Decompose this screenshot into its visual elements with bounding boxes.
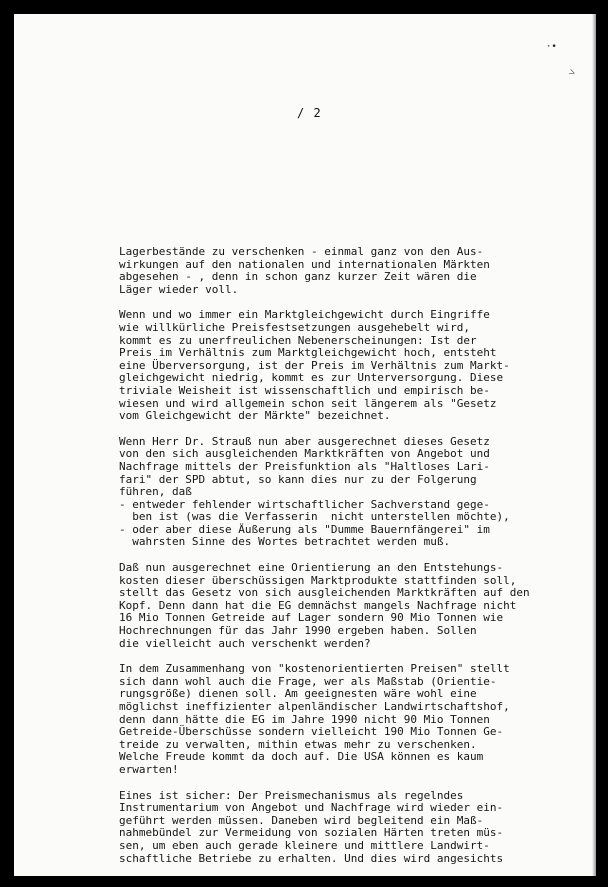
text-line: wie willkürliche Preisfestsetzungen ausgehebelt wird, — [119, 320, 470, 334]
text-line: wiesen und wird allgemein schon seit längerem als "Gesetz — [119, 396, 497, 410]
text-line: nahmebündel zur Vermeidung von sozialen Härten treten müs- — [119, 826, 504, 840]
text-line: Wenn und wo immer ein Marktgleichgewicht durch Eingriffe — [119, 308, 490, 322]
text-line: denn dann hätte die EG im Jahre 1990 nicht 90 Mio Tonnen — [119, 712, 490, 726]
paragraph — [119, 663, 554, 776]
text-line: Getreide-Überschüsse sondern vielleicht 190 Mio Tonnen Ge- — [119, 725, 504, 739]
text-line: wirkungen auf den nationalen und internationalen Märkten — [119, 257, 490, 271]
text-line: - entweder fehlender wirtschaftlicher Sachverstand gege- — [119, 497, 490, 511]
text-line: Kopf. Denn dann hat die EG demnächst mangels Nachfrage nicht — [119, 598, 517, 612]
text-line: gleichgewicht niedrig, kommt es zur Unterversorgung. Diese — [119, 371, 504, 385]
text-line: von den sich ausgleichenden Marktkräften von Angebot und — [119, 447, 490, 461]
text-line: die vielleicht auch verschenkt werden? — [119, 636, 371, 650]
text-line: - oder aber diese Äußerung als "Dumme Bauernfängerei" im — [119, 522, 490, 536]
text-line: schaftliche Betriebe zu erhalten. Und dies wird angesichts — [119, 851, 504, 865]
text-line: wahrsten Sinne des Wortes betrachtet werden muß. — [119, 535, 451, 549]
text-line: 16 Mio Tonnen Getreide auf Lager sondern 90 Mio Tonnen wie — [119, 611, 504, 625]
text-line: Preis im Verhältnis zum Marktgleichgewicht hoch, entsteht — [119, 346, 497, 360]
text-line: Wenn Herr Dr. Strauß nun aber ausgerechnet dieses Gesetz — [119, 434, 490, 448]
text-line: sich dann wohl auch die Frage, wer als Maßstab (Orientie- — [119, 674, 497, 688]
text-line: Nachfrage mittels der Preisfunktion als "Haltloses Lari- — [119, 459, 490, 473]
scan-speck-mark: ·• — [546, 42, 557, 52]
paragraph — [119, 790, 554, 866]
text-line: möglichst ineffizienter alpenländischer Landwirtschaftshof, — [119, 700, 510, 713]
text-line: abgesehen - , denn in schon ganz kurzer Zeit wären die — [119, 270, 477, 284]
text-line: erwarten! — [119, 762, 179, 776]
text-line: Hochrechnungen für das Jahr 1990 ergeben haben. Sollen — [119, 624, 477, 638]
text-line: geführt werden müssen. Daneben wird begleitend ein Maß- — [119, 813, 484, 827]
text-line: In dem Zusammenhang von "kostenorientierten Preisen" stellt — [119, 662, 510, 676]
scan-edge-shadow — [592, 14, 596, 876]
text-line: Lagerbestände zu verschenken - einmal ganz von den Aus- — [119, 245, 484, 258]
text-line: Instrumentarium von Angebot und Nachfrage wird wieder ein- — [119, 801, 504, 815]
text-line: Welche Freude kommt da doch auf. Die USA können es kaum — [119, 750, 484, 764]
paragraph — [119, 246, 554, 296]
paragraph — [119, 436, 554, 549]
paragraph — [119, 562, 554, 650]
text-line: rungsgröße) dienen soll. Am geeignesten wäre wohl eine — [119, 687, 477, 701]
scan-speck-mark: ˃ — [566, 65, 578, 80]
text-line: triviale Weisheit ist wissenschaftlich und empirisch be- — [119, 383, 490, 397]
text-line: kommt es zu unerfreulichen Nebenerscheinungen: Ist der — [119, 333, 477, 347]
text-line: vom Gleichgewicht der Märkte" bezeichnet. — [119, 409, 391, 423]
text-line: Daß nun ausgerechnet eine Orientierung an den Entstehungs- — [119, 561, 504, 575]
text-line: Eines ist sicher: Der Preismechanismus als regelndes — [119, 788, 464, 802]
document-page — [14, 14, 596, 876]
page-number: / 2 — [297, 106, 322, 120]
text-line: eine Überversorgung, ist der Preis im Verhältnis zum Markt- — [119, 358, 510, 372]
body-text — [119, 246, 554, 876]
text-line: stellt das Gesetz von sich ausgleichenden Marktkräften auf den — [119, 586, 530, 600]
text-line: treide zu verwalten, mithin etwas mehr zu verschenken. — [119, 737, 477, 751]
text-line: ben ist (was die Verfasserin nicht unterstellen möchte), — [119, 510, 510, 524]
paragraph — [119, 309, 554, 422]
text-line: fari" der SPD abtut, so kann dies nur zu der Folgerung — [119, 472, 477, 486]
text-line: Läger wieder voll. — [119, 282, 239, 296]
text-line: kosten dieser überschüssigen Marktprodukte stattfinden soll, — [119, 573, 517, 587]
text-line: sen, um eben auch gerade kleinere und mittlere Landwirt- — [119, 838, 490, 852]
text-line: führen, daß — [119, 485, 192, 499]
